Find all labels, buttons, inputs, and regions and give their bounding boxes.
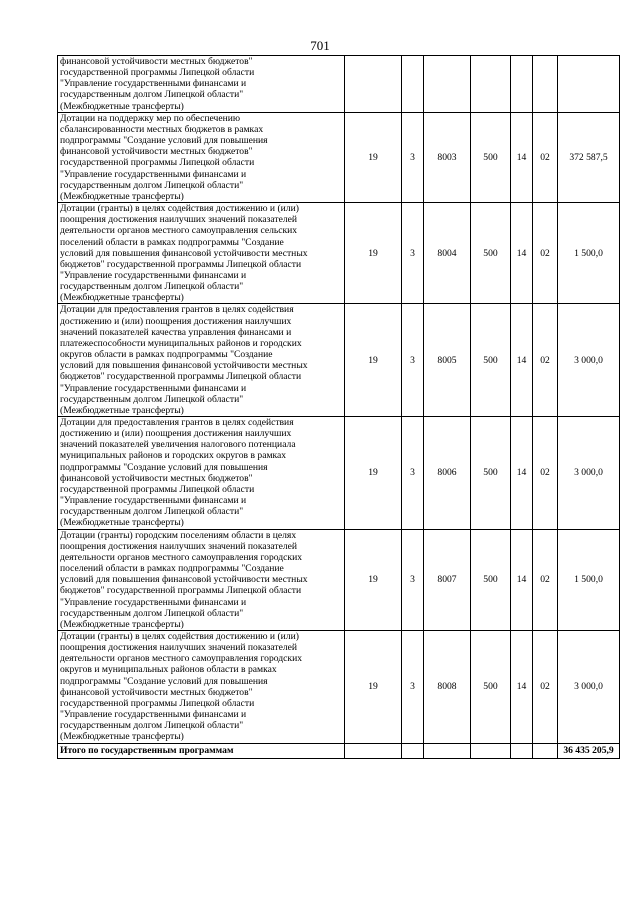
row-code-c4: 500: [471, 112, 511, 202]
row-code-c5: [511, 56, 533, 113]
description-line: (Межбюджетные трансферты): [60, 190, 184, 202]
description-line: подпрограммы "Создание условий для повышения: [60, 675, 268, 687]
row-code-c1: 19: [345, 304, 402, 417]
description-line: (Межбюджетные трансферты): [60, 731, 184, 743]
description-line: поселений области в рамках подпрограммы "Создание: [60, 563, 284, 575]
description-line: "Управление государственными финансами и: [60, 269, 247, 281]
row-code-c5: 14: [511, 529, 533, 630]
row-code-c3: 8008: [424, 630, 471, 743]
description-line: государственным долгом Липецкой области": [60, 506, 244, 518]
description-line: достижению и (или) поощрения достижения наилучших: [60, 315, 292, 327]
description-line: финансовой устойчивости местных бюджетов": [60, 56, 253, 67]
row-code-c2: 3: [402, 203, 424, 304]
row-code-c1: 19: [345, 529, 402, 630]
row-code-c4: 500: [471, 203, 511, 304]
row-code-c5: 14: [511, 417, 533, 530]
description-line: государственной программы Липецкой области: [60, 67, 255, 79]
description-line: условий для повышения финансовой устойчивости местных: [60, 360, 308, 372]
description-line: округов и муниципальных районов области в рамках: [60, 664, 277, 676]
row-code-c4: 500: [471, 304, 511, 417]
description-line: Дотации на поддержку мер по обеспечению: [60, 112, 241, 124]
row-code-c6: 02: [533, 112, 558, 202]
description-line: значений показателей качества управления финансами и: [60, 326, 292, 338]
total-empty-cell: [345, 743, 402, 758]
row-description: [58, 203, 345, 304]
description-line: деятельности органов местного самоуправления сельских: [60, 225, 298, 237]
total-amount: 36 435 205,9: [558, 743, 620, 758]
description-line: "Управление государственными финансами и: [60, 168, 247, 180]
row-code-c3: [424, 56, 471, 113]
row-description: [58, 304, 345, 417]
table-row: [58, 630, 620, 743]
row-code-c5: 14: [511, 304, 533, 417]
row-code-c6: [533, 56, 558, 113]
row-code-c6: 02: [533, 529, 558, 630]
table-row: [58, 417, 620, 530]
description-line: деятельности органов местного самоуправления городских: [60, 551, 302, 563]
total-empty-cell: [402, 743, 424, 758]
budget-table: [57, 55, 620, 759]
description-line: достижению и (или) поощрения достижения наилучших: [60, 428, 292, 440]
description-line: условий для повышения финансовой устойчивости местных: [60, 574, 308, 586]
page-number: 701: [310, 38, 330, 53]
description-line: государственным долгом Липецкой области": [60, 720, 244, 732]
row-code-c3: 8006: [424, 417, 471, 530]
row-description: [58, 630, 345, 743]
description-line: Дотации для предоставления грантов в целях содействия: [60, 304, 294, 316]
row-code-c2: 3: [402, 112, 424, 202]
row-code-c1: 19: [345, 112, 402, 202]
description-line: платежеспособности муниципальных районов и городских: [60, 337, 302, 349]
description-line: "Управление государственными финансами и: [60, 709, 247, 721]
description-line: Дотации для предоставления грантов в целях содействия: [60, 417, 294, 428]
row-code-c6: 02: [533, 630, 558, 743]
description-line: поселений области в рамках подпрограммы "Создание: [60, 236, 284, 248]
description-line: государственным долгом Липецкой области": [60, 179, 244, 191]
description-line: государственной программы Липецкой области: [60, 483, 255, 495]
row-code-c2: 3: [402, 529, 424, 630]
row-code-c3: 8004: [424, 203, 471, 304]
row-code-c3: 8007: [424, 529, 471, 630]
row-amount: 3 000,0: [558, 630, 620, 743]
description-line: государственным долгом Липецкой области": [60, 607, 244, 619]
row-code-c5: 14: [511, 203, 533, 304]
total-empty-cell: [511, 743, 533, 758]
row-description: [58, 529, 345, 630]
description-line: значений показателей увеличения налогового потенциала: [60, 439, 296, 451]
table-row: [58, 112, 620, 202]
total-empty-cell: [533, 743, 558, 758]
row-code-c1: 19: [345, 203, 402, 304]
table-body: [58, 56, 620, 744]
row-amount: 372 587,5: [558, 112, 620, 202]
table-row: [58, 529, 620, 630]
row-description: [58, 112, 345, 202]
description-line: бюджетов" государственной программы Липецкой области: [60, 258, 302, 270]
description-line: (Межбюджетные трансферты): [60, 292, 184, 304]
total-row: [58, 743, 620, 758]
row-code-c4: 500: [471, 529, 511, 630]
description-line: государственной программы Липецкой области: [60, 697, 255, 709]
description-line: "Управление государственными финансами и: [60, 596, 247, 608]
row-code-c6: 02: [533, 417, 558, 530]
description-line: финансовой устойчивости местных бюджетов": [60, 472, 253, 484]
description-line: (Межбюджетные трансферты): [60, 404, 184, 416]
description-line: деятельности органов местного самоуправления городских: [60, 653, 302, 665]
total-empty-cell: [471, 743, 511, 758]
row-code-c1: 19: [345, 417, 402, 530]
row-code-c3: 8003: [424, 112, 471, 202]
description-line: поощрения достижения наилучших значений показателей: [60, 540, 298, 552]
description-line: (Межбюджетные трансферты): [60, 517, 184, 529]
description-line: Дотации (гранты) в целях содействия достижению и (или): [60, 203, 299, 215]
row-code-c2: [402, 56, 424, 113]
description-line: сбалансированности местных бюджетов в рамках: [60, 123, 264, 135]
table-row: [58, 56, 620, 113]
row-code-c4: 500: [471, 630, 511, 743]
description-line: "Управление государственными финансами и: [60, 78, 247, 90]
row-code-c2: 3: [402, 417, 424, 530]
table-row: [58, 304, 620, 417]
row-code-c5: 14: [511, 112, 533, 202]
row-code-c5: 14: [511, 630, 533, 743]
description-line: государственной программы Липецкой области: [60, 157, 255, 169]
description-line: условий для повышения финансовой устойчивости местных: [60, 247, 308, 259]
description-line: поощрения достижения наилучших значений показателей: [60, 214, 298, 226]
description-line: бюджетов" государственной программы Липецкой области: [60, 585, 302, 597]
row-amount: 3 000,0: [558, 304, 620, 417]
row-code-c2: 3: [402, 630, 424, 743]
total-label: Итого по государственным программам: [58, 743, 345, 758]
description-line: "Управление государственными финансами и: [60, 495, 247, 507]
description-line: "Управление государственными финансами и: [60, 382, 247, 394]
description-line: государственным долгом Липецкой области": [60, 281, 244, 293]
row-code-c6: 02: [533, 203, 558, 304]
row-description: [58, 417, 345, 530]
row-amount: 1 500,0: [558, 203, 620, 304]
row-code-c1: [345, 56, 402, 113]
row-amount: 3 000,0: [558, 417, 620, 530]
row-code-c4: 500: [471, 417, 511, 530]
row-amount: 1 500,0: [558, 529, 620, 630]
table-row: [58, 203, 620, 304]
description-line: подпрограммы "Создание условий для повышения: [60, 135, 268, 147]
description-line: Дотации (гранты) в целях содействия достижению и (или): [60, 630, 299, 642]
description-line: (Межбюджетные трансферты): [60, 100, 184, 112]
description-line: Дотации (гранты) городским поселениям области в целях: [60, 529, 297, 541]
total-empty-cell: [424, 743, 471, 758]
description-line: поощрения достижения наилучших значений показателей: [60, 642, 298, 654]
row-description: [58, 56, 345, 113]
row-code-c1: 19: [345, 630, 402, 743]
description-line: финансовой устойчивости местных бюджетов": [60, 146, 253, 158]
row-code-c3: 8005: [424, 304, 471, 417]
description-line: государственным долгом Липецкой области": [60, 89, 244, 101]
description-line: подпрограммы "Создание условий для повышения: [60, 461, 268, 473]
description-line: муниципальных районов и городских округов в рамках: [60, 450, 287, 462]
row-amount: [558, 56, 620, 113]
description-line: государственным долгом Липецкой области": [60, 393, 244, 405]
row-code-c2: 3: [402, 304, 424, 417]
row-code-c6: 02: [533, 304, 558, 417]
description-line: округов области в рамках подпрограммы "Создание: [60, 349, 273, 361]
description-line: (Межбюджетные трансферты): [60, 618, 184, 630]
description-line: бюджетов" государственной программы Липецкой области: [60, 371, 302, 383]
description-line: финансовой устойчивости местных бюджетов": [60, 686, 253, 698]
row-code-c4: [471, 56, 511, 113]
